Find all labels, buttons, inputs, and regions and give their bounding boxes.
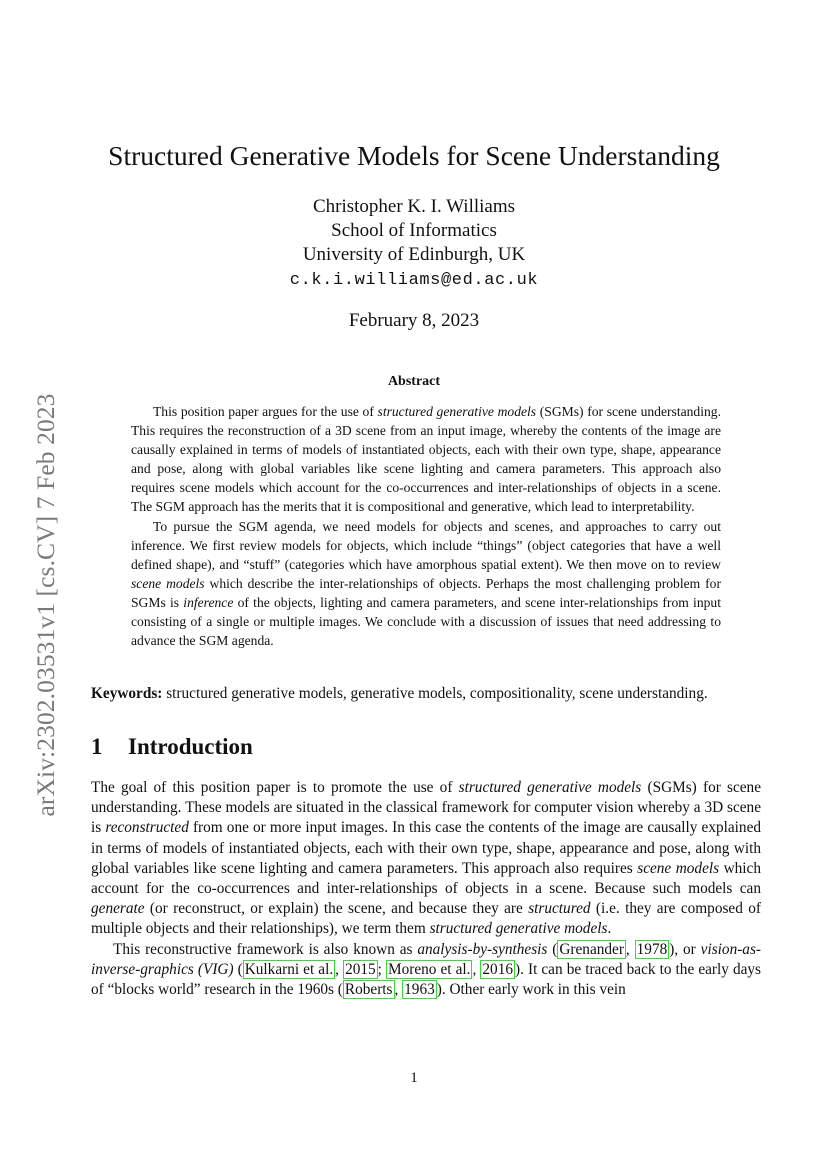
abstract-paragraph-1: This position paper argues for the use of structured generative models (SGMs) for scene understanding. This requires the reconstruction of a 3D scene from an input image, whereby the contents of the image are causally explained in terms of models of instantiated objects, each with their own type, shape, appearance and pose, along with global variables like scene lighting and camera parameters. This approach also requires scene models which account for the co-occurrences and inter-relationships of objects in a scene. The SGM approach has the merits that it is compositional and generative, which lead to interpretability.	[131, 404, 721, 515]
citation-link[interactable]: Roberts	[344, 981, 393, 999]
paper-date: February 8, 2023	[348, 310, 480, 331]
intro-paragraph-2: This reconstructive framework is also known as analysis-by-synthesis ( Grenander , 1978 ), or vision-as-inverse-graphics (VIG) ( Kulkarni et al. , 2015 ; Moreno et al. , 2016 ). It can be traced back to the early days of “blocks world” research in the 1960s ( Roberts , 1963 ). Other early work in this vein	[91, 940, 762, 999]
citation-link[interactable]: Kulkarni et al.	[244, 960, 334, 978]
abstract-paragraph-2: To pursue the SGM agenda, we need models for objects and scenes, and approaches to carry out inference. We first review models for objects, which include “things” (object categories that have a well defined shape), and “stuff” (categories which have amorphous spatial extent). We then move on to review scene models which describe the inter-relationships of objects. Perhaps the most challenging problem for SGMs is inference of the objects, lighting and camera parameters, and scene inter-relationships from input consisting of a single or multiple images. We conclude with a discussion of issues that need addressing to advance the SGM agenda.	[131, 518, 721, 649]
introduction-body	[91, 778, 761, 1000]
citation-year-link[interactable]: 1978	[636, 940, 668, 958]
author-affiliation: School of Informatics	[331, 220, 497, 241]
section-heading	[91, 734, 253, 760]
citation-year-link[interactable]: 1963	[404, 981, 435, 999]
section-title: Introduction	[128, 734, 253, 759]
citation-year-link[interactable]: 2015	[345, 960, 376, 978]
abstract-body	[131, 402, 721, 650]
author-name: Christopher K. I. Williams	[312, 196, 516, 217]
arxiv-identifier-stamp: arXiv:2302.03531v1 [cs.CV] 7 Feb 2023	[31, 393, 60, 817]
keywords-text: structured generative models, generative models, compositionality, scene understanding.	[162, 685, 708, 702]
paper-title: Structured Generative Models for Scene Understanding	[108, 140, 720, 171]
citation-link[interactable]: Moreno et al.	[388, 960, 471, 978]
citation-year-link[interactable]: 2016	[482, 960, 513, 978]
author-email: c.k.i.williams@ed.ac.uk	[289, 271, 539, 290]
intro-paragraph-1: The goal of this position paper is to promote the use of structured generative models (SGMs) for scene understanding. These models are situated in the classical framework for computer vision whereby a 3D scene is reconstructed from one or more input images. In this case the contents of the image are causally explained in terms of models of instantiated objects, each with their own type, shape, appearance and pose, along with global variables like scene lighting and camera parameters. This approach also requires scene models which account for the co-occurrences and inter-relationships of objects in a scene. Because such models can generate (or reconstruct, or explain) the scene, and because they are structured (i.e. they are composed of multiple objects and their relationships), we term them structured generative models.	[91, 779, 762, 938]
citation-link[interactable]: Grenander	[559, 940, 624, 958]
keywords-label: Keywords:	[91, 685, 163, 702]
keywords-line	[91, 684, 771, 704]
section-number: 1	[91, 734, 103, 759]
author-institution: University of Edinburgh, UK	[302, 244, 526, 265]
abstract-heading: Abstract	[387, 374, 441, 389]
page-number: 1	[410, 1070, 418, 1086]
